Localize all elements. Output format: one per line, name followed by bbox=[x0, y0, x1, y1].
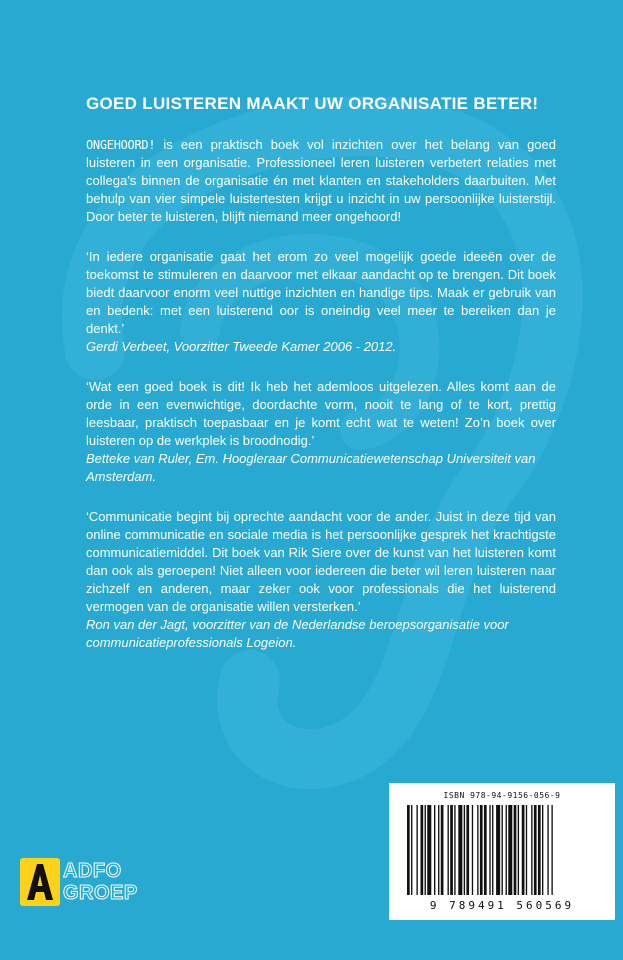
barcode-bar bbox=[547, 805, 548, 895]
barcode-bar bbox=[534, 805, 537, 895]
quote-attribution: Gerdi Verbeet, Voorzitter Tweede Kamer 2006 - 2012. bbox=[86, 339, 397, 354]
barcode-bar bbox=[454, 805, 455, 895]
isbn-barcode bbox=[389, 783, 615, 920]
quote-block bbox=[86, 378, 556, 486]
barcode-bar bbox=[514, 805, 517, 895]
intro-text: is een praktisch boek vol inzichten over het belang van goed luisteren in een organisatie. Professioneel leren luisteren verbetert relaties met collega’s binnen de organisatie én met klanten en stakeholders daarbuiten. Met behulp van vier simpele luistertesten krijgt u inzicht in uw persoonlijke luisterstijl. Door beter te luisteren, blijft niemand meer ongehoord! bbox=[86, 137, 556, 224]
barcode-bar bbox=[522, 805, 525, 895]
quote-text: ‘Communicatie begint bij oprechte aandacht voor de ander. Juist in deze tijd van online communicatie en sociale media is het persoonlijke gesprek het krachtigste communicatiemiddel. Dit boek van Rik Siere over de kunst van het luisteren komt dan ook als geroepen! Niet alleen voor iedereen die beter wil leren luisteren naar zichzelf en anderen, maar zeker ook voor professionals die het luisterend vermogen van de organisatie willen versterken.’ bbox=[86, 509, 556, 614]
publisher-name-line2: GROEP bbox=[63, 882, 138, 904]
barcode-bar bbox=[480, 805, 483, 895]
barcode-bar bbox=[484, 805, 487, 895]
barcode-bar bbox=[466, 805, 469, 895]
barcode-bar bbox=[464, 805, 465, 895]
barcode-bars bbox=[401, 805, 603, 897]
barcode-bar bbox=[492, 805, 493, 895]
publisher-logo-mark bbox=[20, 858, 60, 906]
barcode-bar bbox=[425, 805, 426, 895]
barcode-bar bbox=[526, 805, 527, 895]
publisher-logo bbox=[20, 858, 170, 908]
back-cover-text bbox=[86, 94, 556, 674]
barcode-bar bbox=[531, 805, 532, 895]
letter-a-icon bbox=[24, 862, 56, 902]
ean-digits: 9 789491 560569 bbox=[429, 899, 575, 912]
quote-attribution: Betteke van Ruler, Em. Hoogleraar Communicatiewetenschap Universiteit van Amsterdam. bbox=[86, 451, 536, 484]
book-title-word: ONGEHOORD! bbox=[86, 138, 156, 152]
barcode-bar bbox=[472, 805, 473, 895]
barcode-bar bbox=[542, 805, 543, 895]
barcode-bar bbox=[441, 805, 444, 895]
barcode-bar bbox=[489, 805, 490, 895]
barcode-bar bbox=[496, 805, 500, 895]
barcode-bar bbox=[411, 805, 412, 895]
quote-block bbox=[86, 508, 556, 652]
barcode-bar bbox=[448, 805, 449, 895]
barcode-bar bbox=[416, 805, 417, 895]
barcode-bar bbox=[427, 805, 431, 895]
quote-text: ‘In iedere organisatie gaat het erom zo veel mogelijk goede ideeën over de toekomst te stimuleren en daarvoor met elkaar aandacht op te brengen. Dit boek biedt daarvoor enorm veel nuttige inzichten en handige tips. Maak er gebruik van en bedenk: met een luisterend oor is oneindig veel meer te bereiken dan je denkt.’ bbox=[86, 249, 556, 336]
headline: GOED LUISTEREN MAAKT UW ORGANISATIE BETER! bbox=[86, 94, 539, 113]
barcode-bar bbox=[508, 805, 512, 895]
barcode-bar bbox=[434, 805, 435, 895]
quote-text: ‘Wat een goed boek is dit! Ik heb het ademloos uitgelezen. Alles komt aan de orde in een evenwichtige, doordachte vorm, nooit te lang of te kort, prettig leesbaar, praktisch toepasbaar en je komt echt wat te weten! Zo’n boek over luisteren op de werkplek is broodnodig.’ bbox=[86, 379, 556, 448]
barcode-bar bbox=[421, 805, 424, 895]
barcode-bar bbox=[502, 805, 503, 895]
barcode-bar bbox=[551, 805, 552, 895]
barcode-bar bbox=[477, 805, 478, 895]
barcode-bar bbox=[458, 805, 462, 895]
barcode-bar bbox=[407, 805, 410, 895]
quote-block bbox=[86, 248, 556, 356]
barcode-bar bbox=[518, 805, 519, 895]
publisher-name-line1: ADFO bbox=[63, 860, 122, 882]
barcode-bar bbox=[538, 805, 541, 895]
barcode-bar bbox=[438, 805, 439, 895]
intro-paragraph bbox=[86, 136, 556, 226]
quote-attribution: Ron van der Jagt, voorzitter van de Nederlandse beroepsorganisatie voor communicatieprofessionals Logeion. bbox=[86, 617, 509, 650]
isbn-label: ISBN 978-94-9156-056-9 bbox=[443, 791, 561, 800]
barcode-bar bbox=[450, 805, 453, 895]
barcode-bar bbox=[506, 805, 507, 895]
